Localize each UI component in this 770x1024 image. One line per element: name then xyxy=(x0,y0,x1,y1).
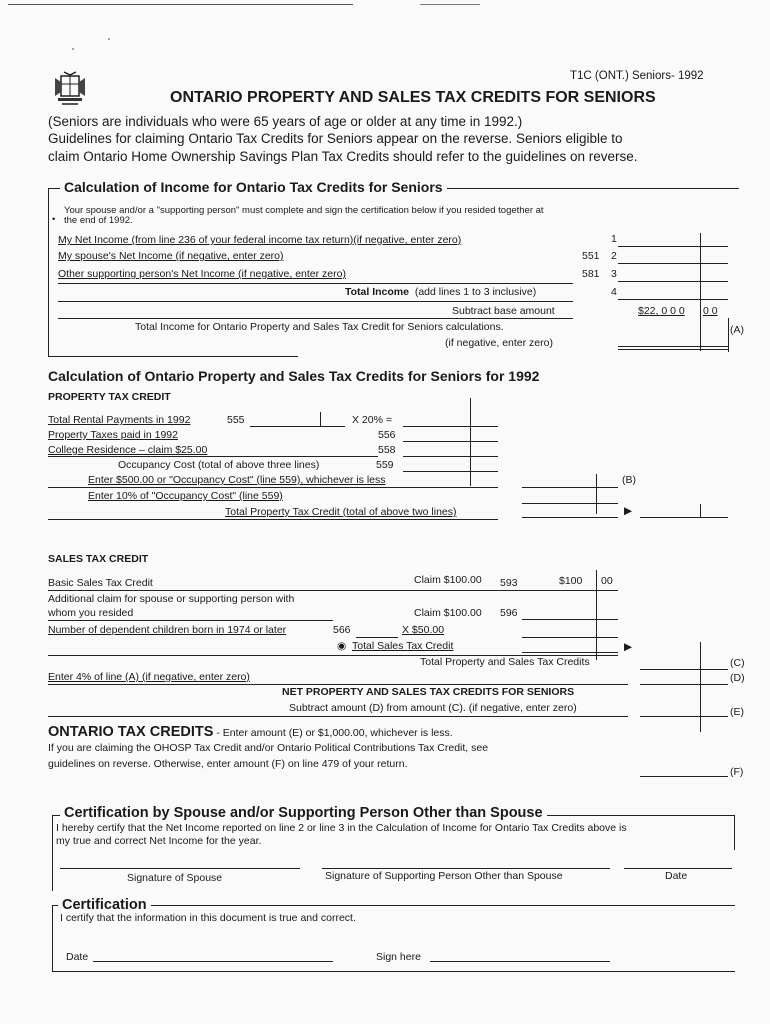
income-line-2-num: 2 xyxy=(611,250,617,262)
ontario-crest-icon xyxy=(52,70,88,108)
intro-line-2: Guidelines for claiming Ontario Tax Credits for Seniors appear on the reverse. Seniors eligible to xyxy=(48,131,623,146)
spouse-signature-field[interactable] xyxy=(60,868,300,869)
rent-code: 555 xyxy=(227,414,245,426)
taxes-label: Property Taxes paid in 1992 xyxy=(48,429,178,441)
total-property-field[interactable] xyxy=(522,517,618,518)
income-note-2: the end of 1992. xyxy=(64,215,133,226)
total-sales-field[interactable] xyxy=(522,652,618,653)
basic-amount: $100 xyxy=(559,575,583,587)
cert-date-field[interactable] xyxy=(93,961,333,962)
intro-line-3: claim Ontario Home Ownership Savings Plan Tax Credits should refer to the guidelines on reverse. xyxy=(48,149,638,164)
college-rule xyxy=(48,456,378,457)
total-property-transfer-field[interactable] xyxy=(640,517,728,518)
income-note-1: Your spouse and/or a "supporting person" must complete and sign the certification below if you resided together at xyxy=(64,205,544,216)
sig-spouse-label: Signature of Spouse xyxy=(127,872,223,884)
income-section-legend: Calculation of Income for Ontario Tax Credits for Seniors xyxy=(60,179,447,195)
enter10-label: Enter 10% of "Occupancy Cost" (line 559) xyxy=(88,490,283,502)
base-amount-value: $22, 0 0 0 xyxy=(638,305,685,317)
scan-speck xyxy=(108,38,110,40)
final-cents-divider xyxy=(700,642,701,732)
property-b-divider xyxy=(596,474,597,514)
total-sales-label: Total Sales Tax Credit xyxy=(352,640,454,652)
scan-edge-line xyxy=(420,4,480,5)
income-result-line-1: Total Income for Ontario Property and Sales Tax Credit for Seniors calculations. xyxy=(135,321,504,333)
cert-date-label: Date xyxy=(66,951,89,963)
additional-code: 596 xyxy=(500,607,518,619)
income-result-field[interactable] xyxy=(618,346,728,347)
cert-spouse-right-edge xyxy=(734,815,735,850)
income-result-double-rule xyxy=(618,349,728,350)
cert-text: I certify that the information in this document is true and correct. xyxy=(60,912,356,924)
children-label: Number of dependent children born in 1974 or later xyxy=(48,624,287,636)
cert-spouse-legend: Certification by Spouse and/or Supporting Person Other than Spouse xyxy=(60,805,547,821)
cert-sign-field[interactable] xyxy=(430,961,610,962)
total-income-num: 4 xyxy=(611,286,617,298)
mark-c: (C) xyxy=(730,657,745,669)
total-income-row xyxy=(345,286,536,298)
college-label: College Residence – claim $25.00 xyxy=(48,444,208,456)
enter4-field[interactable] xyxy=(640,684,728,685)
enter4-rule xyxy=(48,684,628,685)
spouse-date-field[interactable] xyxy=(624,868,732,869)
ontario-line-2: If you are claiming the OHOSP Tax Credit and/or Ontario Political Contributions Tax Credit, see xyxy=(48,742,489,754)
rent-result-field[interactable] xyxy=(403,426,498,427)
cert-spouse-text-2: my true and correct Net Income for the year. xyxy=(56,835,262,847)
taxes-code: 556 xyxy=(378,429,396,441)
income-line-1-label: My Net Income (from line 236 of your federal income tax return)(if negative, enter zero) xyxy=(58,234,462,246)
form-id: T1C (ONT.) Seniors- 1992 xyxy=(570,70,704,82)
enter500-label: Enter $500.00 or "Occupancy Cost" (line 559), whichever is less xyxy=(88,474,386,486)
occupancy-field[interactable] xyxy=(403,471,498,472)
ontario-title-row xyxy=(48,723,453,741)
arrow-icon: ▶ xyxy=(624,641,633,653)
sales-heading: SALES TAX CREDIT xyxy=(48,553,149,565)
income-line-2-label: My spouse's Net Income (if negative, enter zero) xyxy=(58,250,284,262)
cents-divider xyxy=(700,233,701,351)
income-line-3-label: Other supporting person's Net Income (if negative, enter zero) xyxy=(58,268,346,280)
mark-f: (F) xyxy=(730,766,744,778)
income-line-3-field[interactable] xyxy=(618,281,728,282)
income-line-1-field[interactable] xyxy=(618,246,728,247)
taxes-field[interactable] xyxy=(403,441,498,442)
additional-claim: Claim $100.00 xyxy=(414,607,482,619)
property-heading: PROPERTY TAX CREDIT xyxy=(48,391,171,403)
total-property-rule xyxy=(48,519,498,520)
cert-spouse-text-1: I hereby certify that the Net Income reported on line 2 or line 3 in the Calculation of Income for Ontario Tax Credits above is xyxy=(56,822,627,834)
ontario-title: ONTARIO TAX CREDITS xyxy=(48,724,214,740)
mark-a: (A) xyxy=(730,324,744,336)
occupancy-code: 559 xyxy=(376,459,394,471)
total-income-field[interactable] xyxy=(618,299,728,300)
net-title: NET PROPERTY AND SALES TAX CREDITS FOR SENIORS xyxy=(282,686,575,698)
net-rule xyxy=(48,716,628,717)
base-amount-label: Subtract base amount xyxy=(452,305,555,317)
transfer-cents-divider xyxy=(700,504,701,518)
income-result-line-2: (if negative, enter zero) xyxy=(445,337,553,349)
basic-rule xyxy=(48,590,618,591)
income-note-bullet: • xyxy=(52,214,56,225)
income-box-bottom xyxy=(48,356,298,357)
net-field[interactable] xyxy=(640,716,728,717)
circle-mark-icon: ◉ xyxy=(337,640,347,652)
total-both-label: Total Property and Sales Tax Credits xyxy=(420,656,590,668)
income-rule xyxy=(58,301,573,302)
arrow-icon: ▶ xyxy=(624,505,633,517)
additional-line-1: Additional claim for spouse or supporting person with xyxy=(48,593,295,605)
children-code: 566 xyxy=(333,624,351,636)
income-rule xyxy=(58,318,573,319)
enter10-field[interactable] xyxy=(522,503,618,504)
sig-support-label: Signature of Supporting Person Other than Spouse xyxy=(325,870,563,882)
total-income-label: Total Income xyxy=(345,286,409,298)
children-multiplier: X $50.00 xyxy=(402,624,445,636)
children-field[interactable] xyxy=(356,637,398,638)
cert-legend: Certification xyxy=(58,897,151,913)
form-title: ONTARIO PROPERTY AND SALES TAX CREDITS FOR SENIORS xyxy=(170,89,656,106)
college-code: 558 xyxy=(378,444,396,456)
sales-cents-divider xyxy=(596,570,597,660)
basic-claim: Claim $100.00 xyxy=(414,574,482,586)
support-signature-field[interactable] xyxy=(322,868,610,869)
base-amount-cents: 0 0 xyxy=(703,305,718,317)
rent-field[interactable] xyxy=(250,426,345,427)
ontario-line-3: guidelines on reverse. Otherwise, enter amount (F) on line 479 of your return. xyxy=(48,758,408,770)
calc-title: Calculation of Ontario Property and Sales Tax Credits for Seniors for 1992 xyxy=(48,368,540,384)
basic-cents: 00 xyxy=(601,575,613,587)
income-line-3-num: 3 xyxy=(611,268,617,280)
income-rule xyxy=(58,283,573,284)
total-property-label: Total Property Tax Credit (total of above two lines) xyxy=(225,506,457,518)
income-line-2-code: 551 xyxy=(582,250,600,262)
enter500-field[interactable] xyxy=(522,487,618,488)
enter4-label: Enter 4% of line (A) (if negative, enter zero) xyxy=(48,671,250,683)
basic-label: Basic Sales Tax Credit xyxy=(48,577,153,589)
income-line-2-field[interactable] xyxy=(618,263,728,264)
ontario-field[interactable] xyxy=(640,776,728,777)
total-income-note: (add lines 1 to 3 inclusive) xyxy=(414,286,537,298)
additional-field[interactable] xyxy=(522,619,618,620)
rent-multiplier: X 20% = xyxy=(352,414,392,426)
basic-code: 593 xyxy=(500,577,518,589)
additional-rule xyxy=(48,620,333,621)
cert-sign-label: Sign here xyxy=(376,951,421,963)
net-subtitle: Subtract amount (D) from amount (C). (if negative, enter zero) xyxy=(289,702,577,714)
income-line-1-num: 1 xyxy=(611,233,617,245)
intro-line-1: (Seniors are individuals who were 65 years of age or older at any time in 1992.) xyxy=(48,114,523,129)
mark-d: (D) xyxy=(730,672,745,684)
occupancy-label: Occupancy Cost (total of above three lines) xyxy=(118,459,320,471)
mark-b: (B) xyxy=(622,474,636,486)
children-result-field[interactable] xyxy=(522,637,618,638)
rent-cents-divider xyxy=(320,412,321,426)
scan-speck xyxy=(72,48,74,50)
enter500-rule xyxy=(48,487,498,488)
college-field[interactable] xyxy=(403,456,498,457)
property-cents-divider xyxy=(470,398,471,486)
income-line-3-code: 581 xyxy=(582,268,600,280)
rent-label: Total Rental Payments in 1992 xyxy=(48,414,191,426)
cert-spouse-date-label: Date xyxy=(665,870,688,882)
ontario-title-rest: - Enter amount (E) or $1,000.00, whichever is less. xyxy=(213,727,453,739)
mark-e: (E) xyxy=(730,706,744,718)
total-both-field[interactable] xyxy=(640,669,728,670)
scan-edge-line xyxy=(8,4,353,5)
additional-line-2: whom you resided xyxy=(48,607,134,619)
result-right-edge xyxy=(728,318,729,352)
